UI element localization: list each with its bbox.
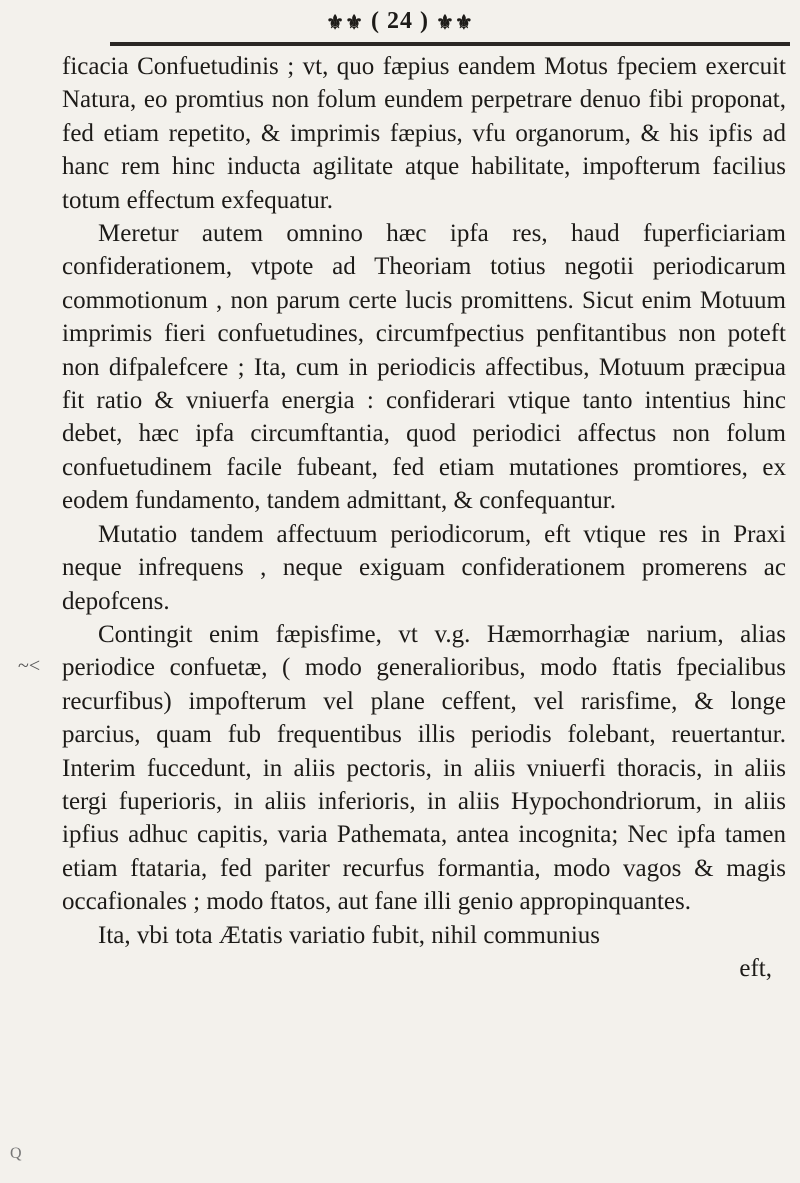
paragraph-4: Contingit enim fæpisfime, vt v.g. Hæmorrhagiæ narium, alias periodice confuetæ, ( modo generalioribus, modo ftatis fpecialibus recurfibus) impofterum vel plane ceffent, vel rarisfime, & longe parcius, quam fub frequentibus illis periodis folebant, reuertantur. Interim fuccedunt, in aliis pectoris, in aliis vniuerfi thoracis, in aliis tergi fuperioris, in aliis inferioris, in aliis Hypochondriorum, in aliis ipfius adhuc capitis, varia Pathemata, antea incognita; Nec ipfa tamen etiam ftataria, fed pariter recurfus formantia, modo vagos & magis occafionales ; modo ftatos, aut fane illi genio appropinquantes. (62, 620, 786, 916)
page-header (0, 8, 800, 35)
left-ornament-icon: ⚜⚜ (326, 11, 364, 34)
paragraph-1: ficacia Confuetudinis ; vt, quo fæpius eandem Motus fpeciem exercuit Natura, eo promtius non folum eundem perpetrare denuo fibi proponat, fed etiam repetito, & imprimis fæpius, vfu organorum, & his ipfis ad hanc rem hinc inducta agilitate atque habilitate, impofterum facilius totum effectum exfequatur. (62, 53, 786, 214)
paragraph-3: Mutatio tandem affectuum periodicorum, eft vtique res in Praxi neque infrequens , neque exiguam confiderationem promerens ac depofcens. (62, 520, 786, 615)
body-text (62, 50, 786, 985)
right-ornament-icon: ⚜⚜ (435, 11, 474, 34)
catchword: eft, (739, 954, 772, 982)
margin-mark: ~< (18, 655, 41, 677)
page-number: ( 24 ) (371, 8, 429, 34)
corner-mark: Q (10, 1145, 22, 1162)
paragraph-2: Meretur autem omnino hæc ipfa res, haud fuperficiariam confiderationem, vtpote ad Theoriam totius negotii periodicarum commotionum , non parum certe lucis promittens. Sicut enim Motuum imprimis fieri confuetudines, circumfpectius penfitantibus non poteft non difpalefcere ; Ita, cum in periodicis affectibus, Motuum præcipua fit ratio & vniuerfa energia : confiderari vtique tanto intentius hinc debet, hæc ipfa circumftantia, quod periodici affectus non folum confuetudinem facile fubeant, fed etiam mutationes promtiores, ex eodem fundamento, tandem admittant, & confequantur. (62, 220, 786, 515)
header-rule (110, 42, 790, 46)
paragraph-5: Ita, vbi tota Ætatis variatio fubit, nihil communius (98, 921, 601, 949)
